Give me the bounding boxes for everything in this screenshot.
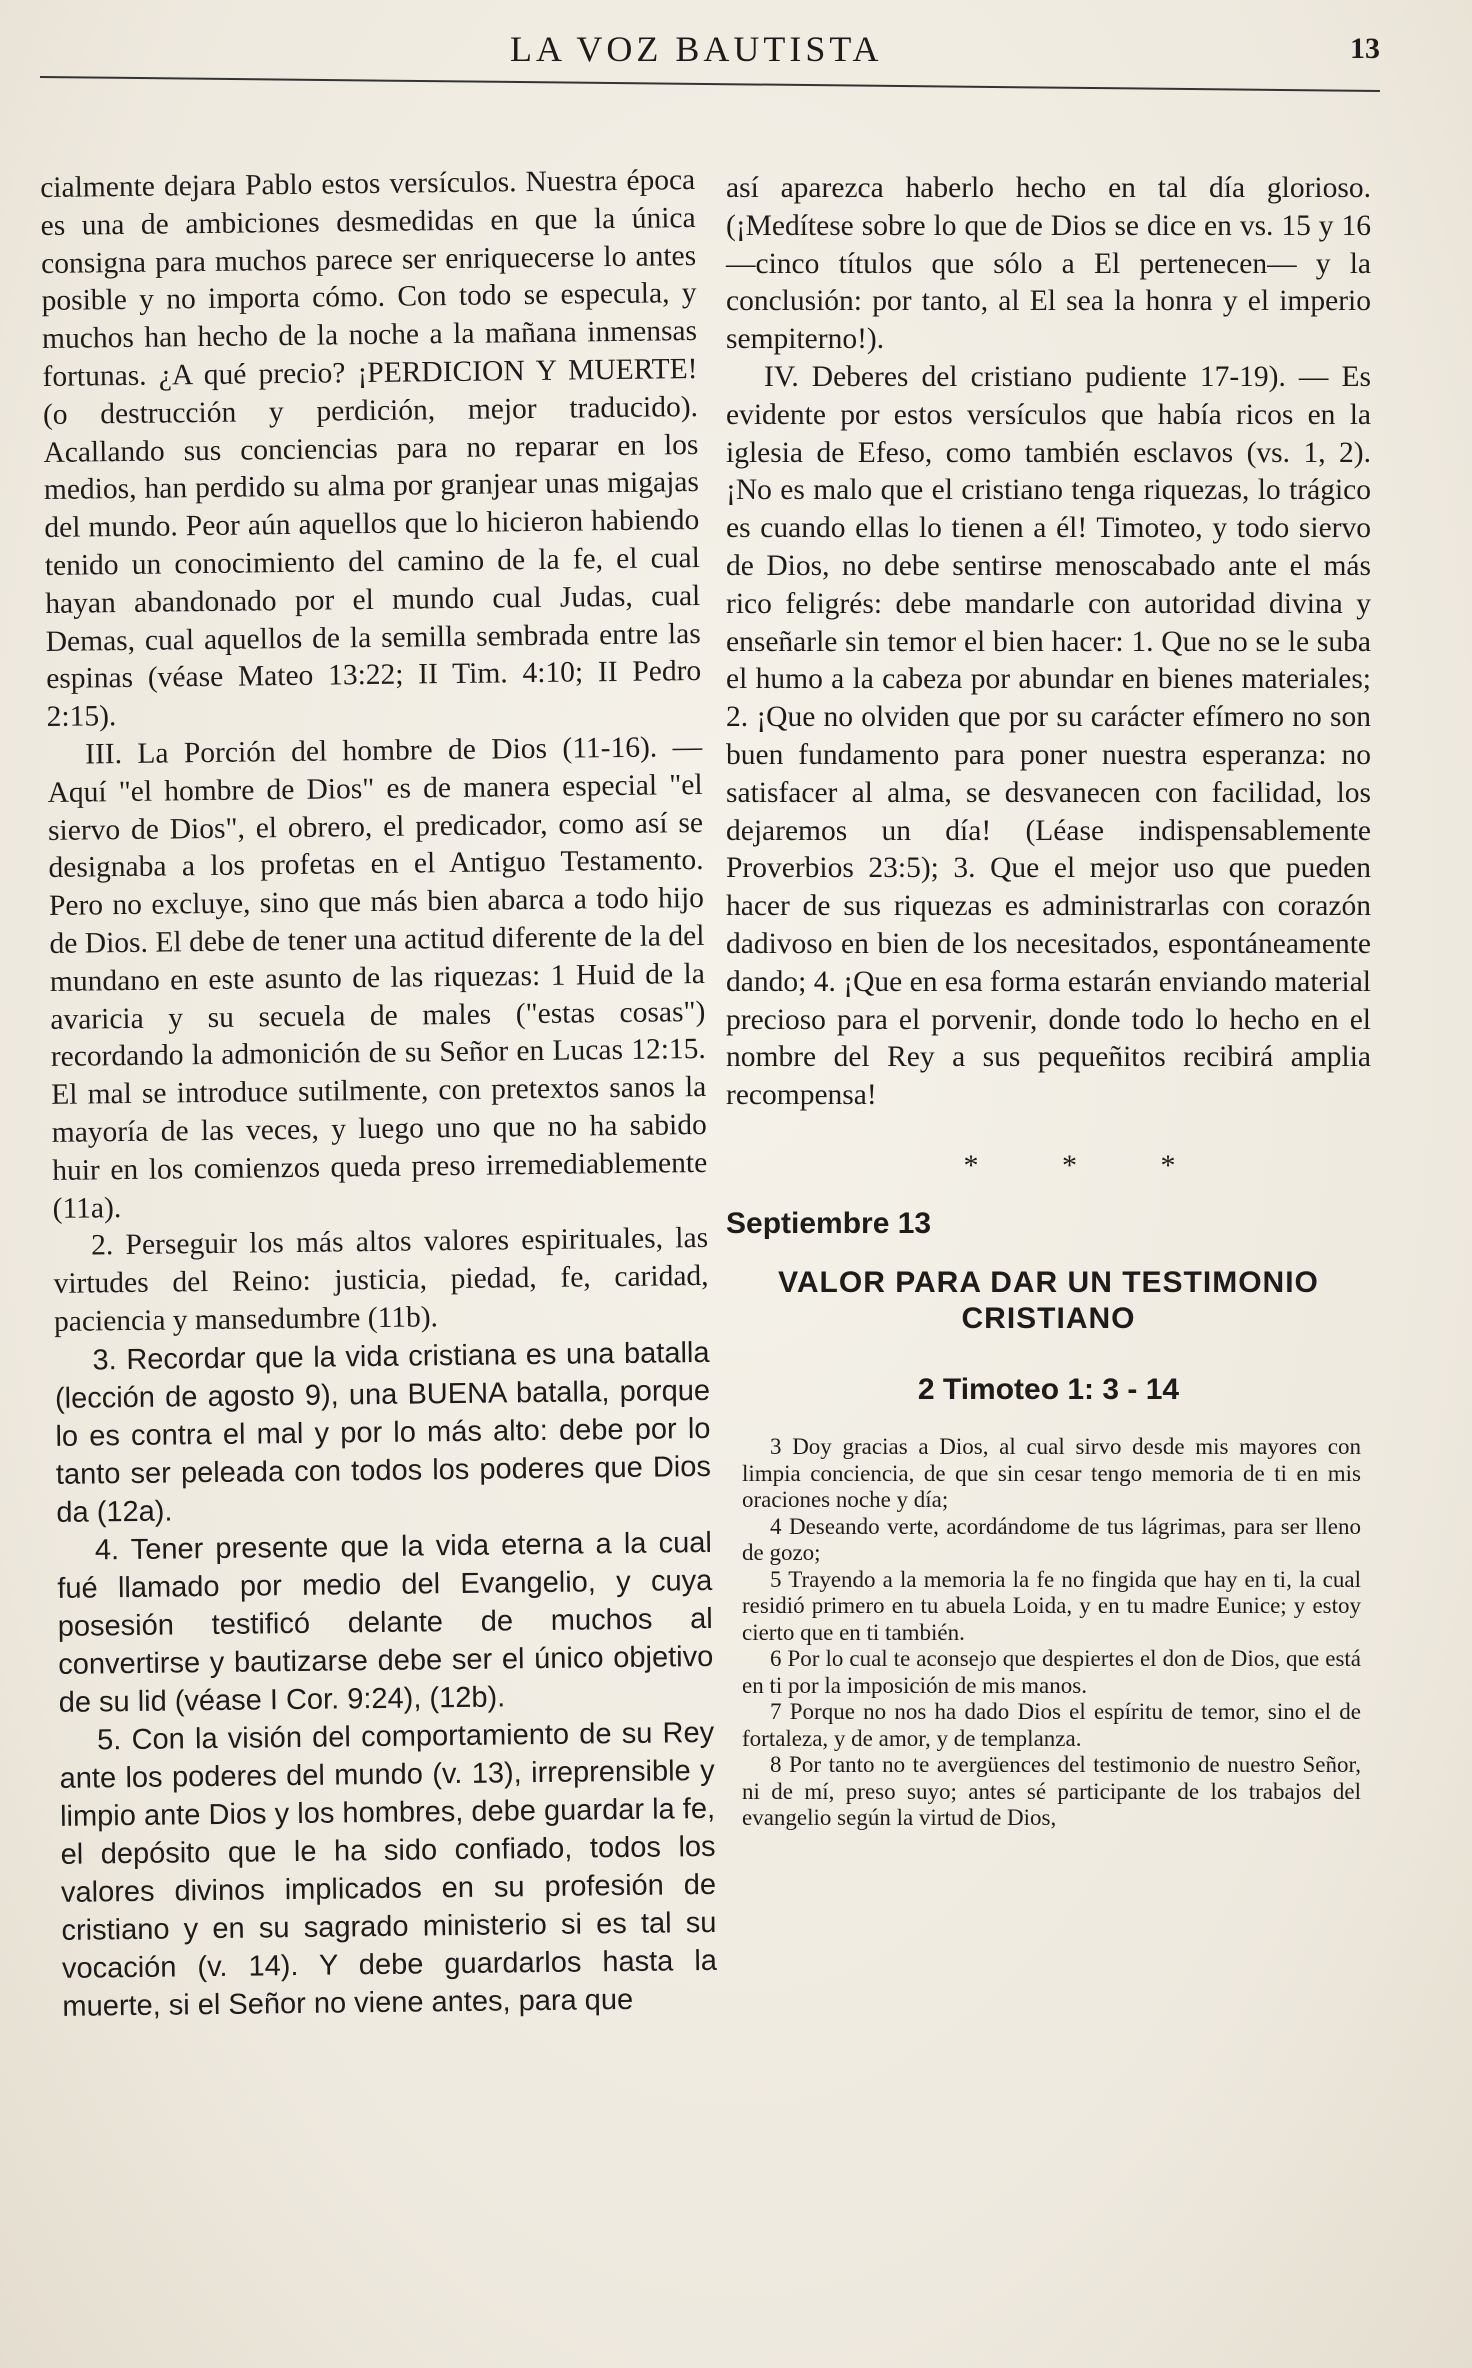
right-column <box>726 170 1371 1832</box>
paragraph: 4. Tener presente que la vida eterna a la cual fué llamado por medio del Evangelio, y cuya posesión testificó delante de muchos al convertirse y bautizarse debe ser el único objetivo de su lid (véase I Cor. 9:24), (12b). <box>57 1526 714 1719</box>
bold-section <box>54 1334 717 2026</box>
verse: 6 Por lo cual te aconsejo que despiertes el don de Dios, que está en ti por la imposición de mis manos. <box>742 1646 1361 1698</box>
paragraph: III. La Porción del hombre de Dios (11-16). — Aquí "el hombre de Dios" es de manera especial "el siervo de Dios", el obrero, el predicador, como así se designaba a los profetas en el Antiguo Testamento. Pero no excluye, sino que más bien abarca a todo hijo de Dios. El debe de tener una actitud diferente de la del mundano en este asunto de las riquezas: 1 Huid de la avaricia y su secuela de males ("estas cosas") recordando la admonición de su Señor en Lucas 12:15. El mal se introduce sutilmente, con pretextos sanos la mayoría de las veces, y luego uno que no ha sabido huir en los comienzos queda preso irremediablemente (11a). <box>47 730 708 1225</box>
paragraph: así aparezca haberlo hecho en tal día glorioso. (¡Medítese sobre lo que de Dios se dice en vs. 15 y 16 —cinco títulos que sólo a El pertenecen— y la conclusión: por tanto, al El sea la honra y el imperio sempiterno!). <box>726 172 1371 356</box>
paragraph: 5. Con la visión del comportamiento de su Rey ante los poderes del mundo (v. 13), irreprensible y limpio ante Dios y los hombres, debe guardar la fe, el depósito que le ha sido confiado, todos los valores divinos implicados en su profesión de cristiano y en su sagrado ministerio si es tal su vocación (v. 14). Y debe guardarlos hasta la muerte, si el Señor no viene antes, para que <box>59 1716 718 2023</box>
header-rule <box>40 76 1380 92</box>
verse: 7 Porque no nos ha dado Dios el espíritu de temor, sino el de fortaleza, y de amor, y de templanza. <box>742 1699 1361 1751</box>
paragraph: 3. Recordar que la vida cristiana es una batalla (lección de agosto 9), una BUENA batalla, porque lo es contra el mal y por lo más alto: debe por lo tanto ser peleada con todos los poderes que Dios da (12a). <box>54 1336 712 1529</box>
verse: 5 Trayendo a la memoria la fe no fingida que hay en ti, la cual residió primero en tu abuela Loida, y en tu madre Eunice; y estoy cierto que en ti también. <box>742 1566 1361 1645</box>
verse: 8 Por tanto no te avergüences del testimonio de nuestro Señor, ni de mí, preso suyo; antes sé participante de los trabajos del evangelio según la virtud de Dios, <box>742 1752 1361 1831</box>
magazine-title: LA VOZ BAUTISTA <box>510 29 883 69</box>
verse: 3 Doy gracias a Dios, al cual sirvo desde mis mayores con limpia conciencia, de que sin cesar tengo memoria de ti en mis oraciones noche y día; <box>742 1434 1361 1513</box>
paragraph: 2. Perseguir los más altos valores espirituales, las virtudes del Reino: justicia, piedad, fe, caridad, paciencia y mansedumbre (11b). <box>53 1222 709 1338</box>
verse: 4 Deseando verte, acordándome de tus lágrimas, para ser lleno de gozo; <box>742 1513 1361 1566</box>
lesson-date: Septiembre 13 <box>726 1206 932 1240</box>
page-header <box>40 18 1380 88</box>
section-separator: * * * <box>963 1148 1214 1182</box>
paragraph: IV. Deberes del cristiano pudiente 17-19). — Es evidente por estos versículos que había ricos en la iglesia de Efeso, como también esclavos (vs. 1, 2). ¡No es malo que el cristiano tenga riquezas, lo trágico es cuando ellas lo tienen a él! Timoteo, y todo siervo de Dios, no debe sentirse menoscabado ante el más rico feligrés: debe mandarle con autoridad divina y enseñarle sin temor el bien hacer: 1. Que no se le suba el humo a la cabeza por abundar en bienes materiales; 2. ¡Que no olviden que por su carácter efímero no son buen fundamento para poner nuestra esperanza: no satisfacer al alma, se desvanecen con facilidad, los dejaremos un día! (Léase indispensablemente Proverbios 23:5); 3. Que el mejor uso que pueden hacer de sus riquezas es administrarlas con corazón dadivoso en bien de los necesitados, espontáneamente dando; 4. ¡Que en esa forma estarán enviando material precioso para el porvenir, donde todo lo hecho en el nombre del Rey a sus pequeñitos recibirá amplia recompensa! <box>726 360 1371 1112</box>
scripture-verses <box>726 1434 1371 1832</box>
paragraph: cialmente dejara Pablo estos versículos. Nuestra época es una de ambiciones desmedidas en que la única consigna para muchos parece ser enriquecerse lo antes posible y no importa cómo. Con todo se especula, y muchos han hecho de la noche a la mañana inmensas fortunas. ¿A qué precio? ¡PERDICION Y MUERTE! (o destrucción y perdición, mejor traducido). Acallando sus conciencias para no reparar en los medios, han perdido su alma por granjear unas migajas del mundo. Peor aún aquellos que lo hicieron habiendo tenido un conocimiento del camino de la fe, el cual hayan abandonado por el mundo cual Judas, cual Demas, cual aquellos de la semilla sembrada entre las espinas (véase Mateo 13:22; II Tim. 4:10; II Pedro 2:15). <box>40 163 702 734</box>
lesson-title: VALOR PARA DAR UN TESTIMONIO CRISTIANO <box>778 1265 1319 1335</box>
left-column <box>40 162 718 2026</box>
page-number: 13 <box>1350 32 1380 65</box>
scripture-reference: 2 Timoteo 1: 3 - 14 <box>917 1372 1180 1406</box>
